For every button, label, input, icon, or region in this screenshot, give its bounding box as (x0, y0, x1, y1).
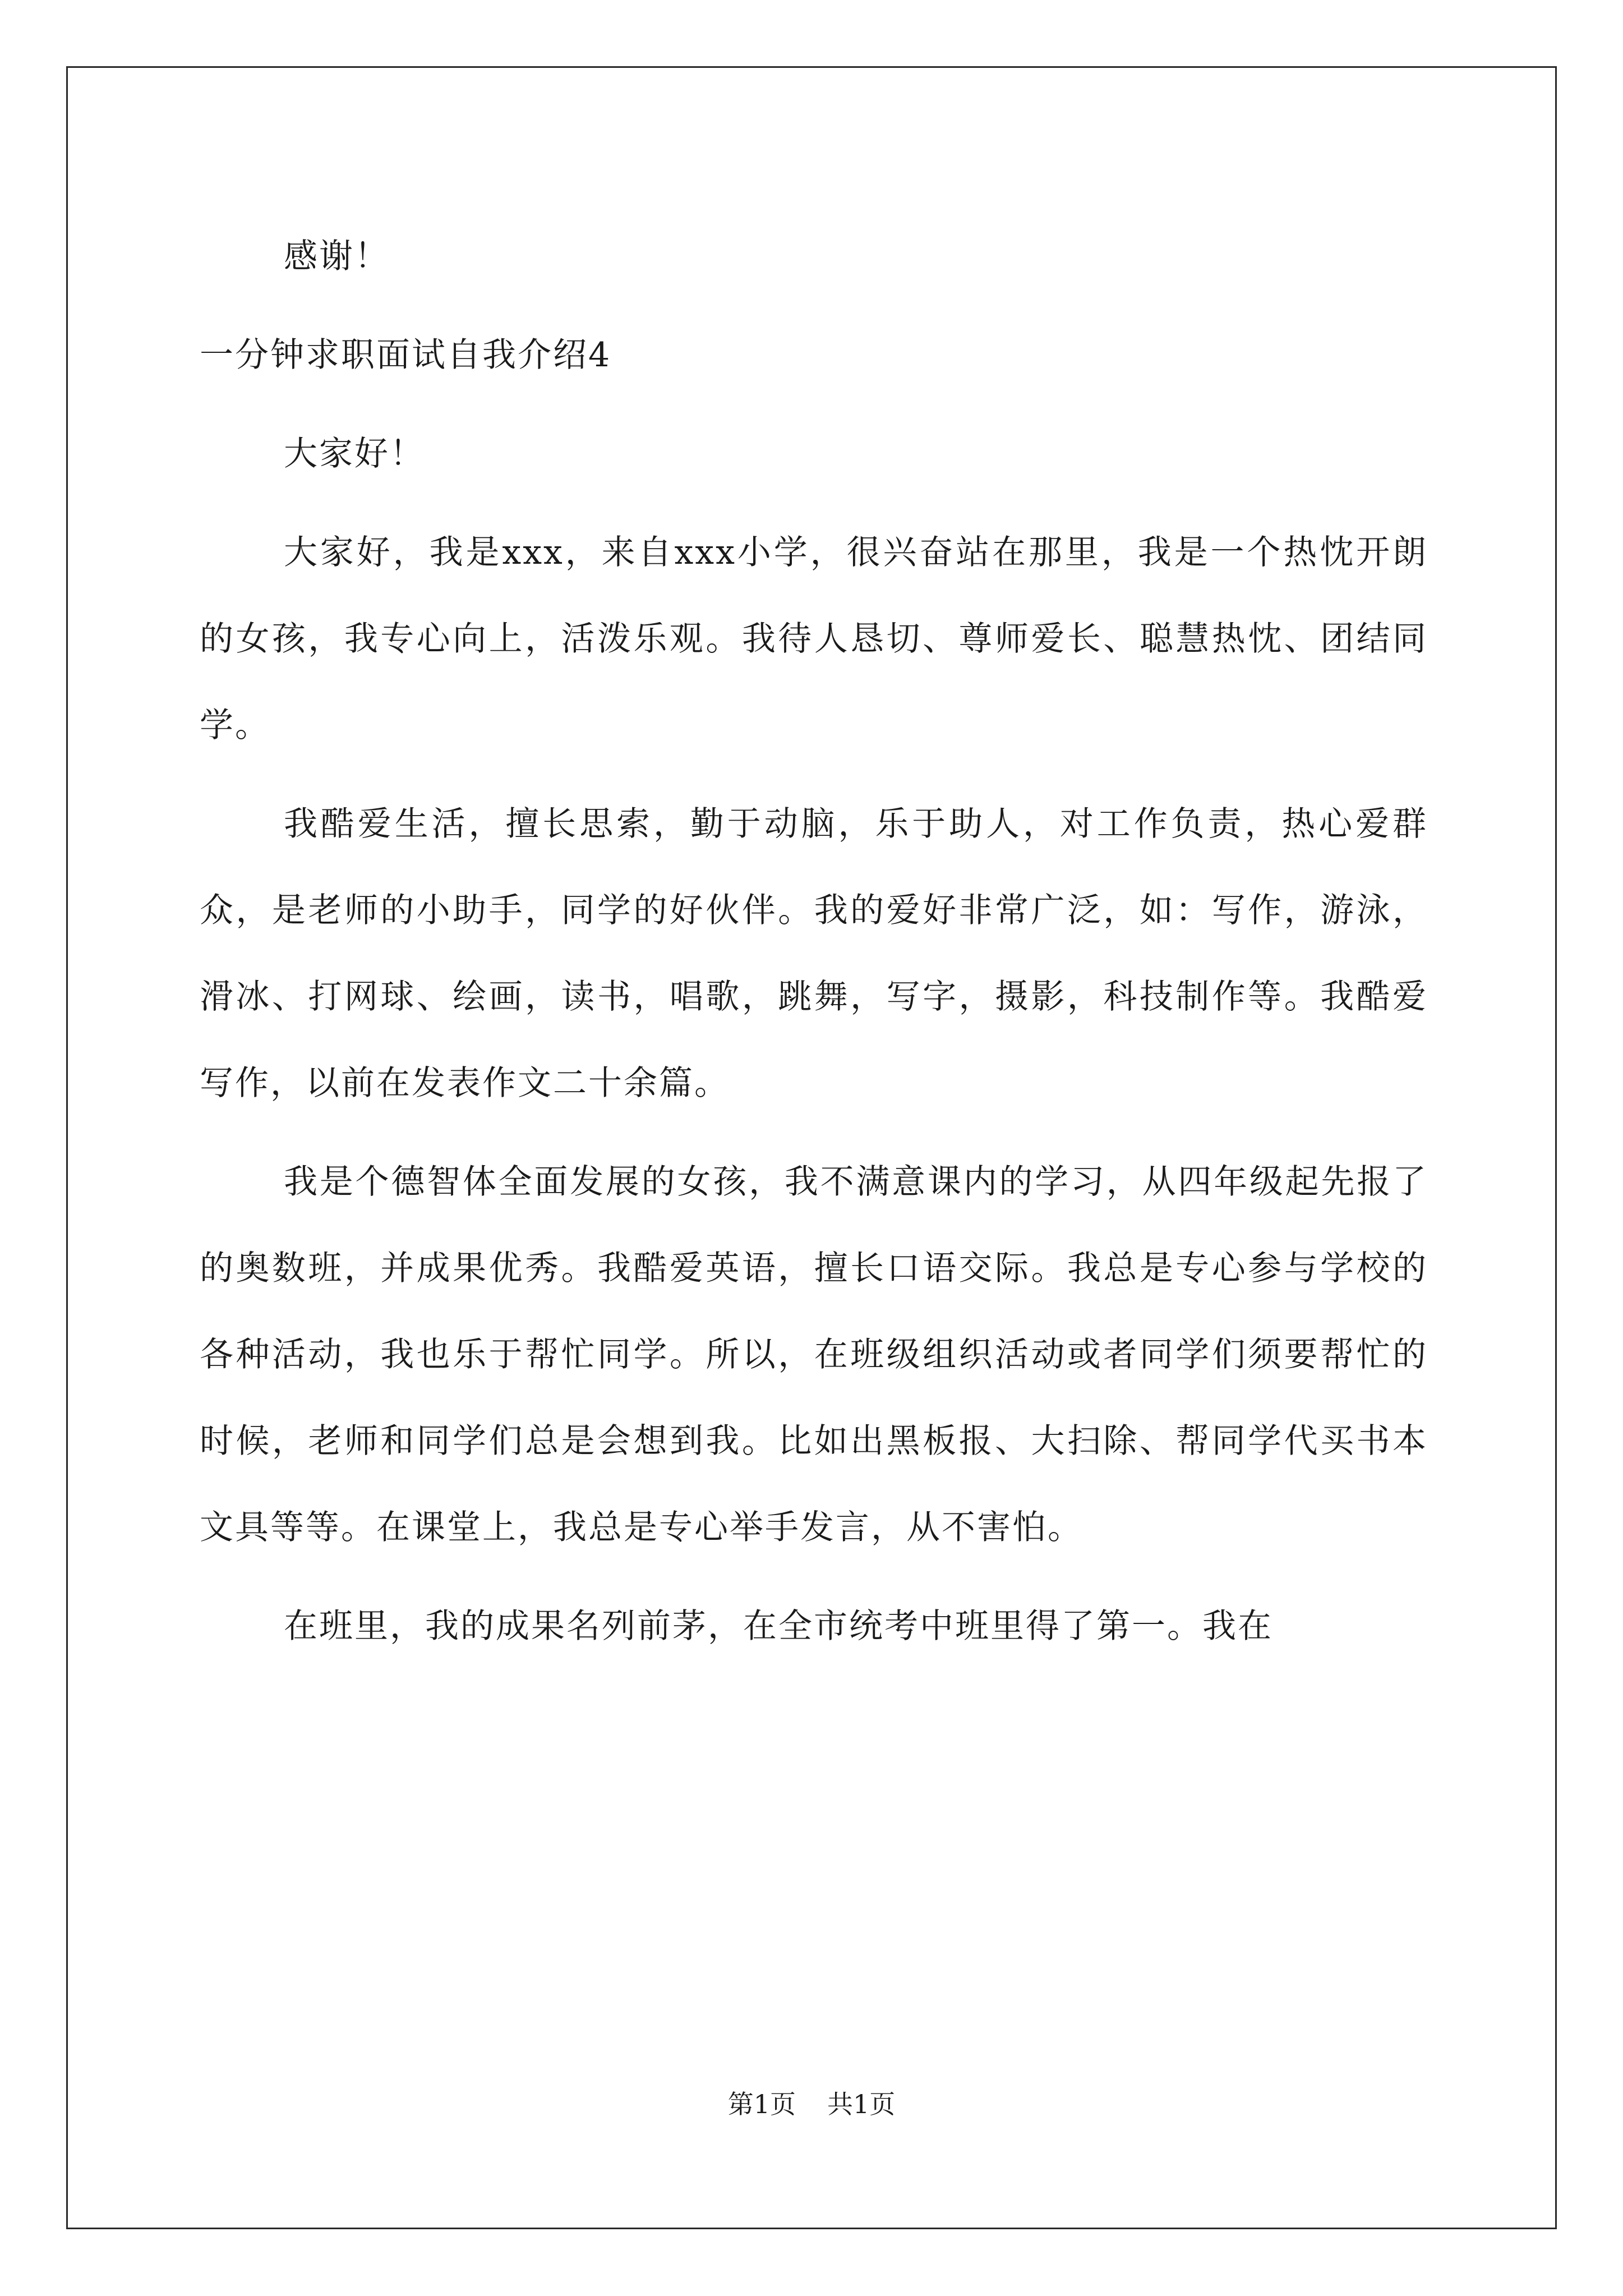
paragraph-hobbies: 我酷爱生活，擅长思索，勤于动脑，乐于助人，对工作负责，热心爱群众，是老师的小助手，同学的好伙伴。我的爱好非常广泛，如：写作，游泳，滑冰、打网球、绘画，读书，唱歌，跳舞，写字，摄影，科技制作等。我酷爱写作，以前在发表作文二十余篇。 (200, 804, 1428, 1103)
paragraph-achievement: 在班里，我的成果名列前茅，在全市统考中班里得了第一。我在 (284, 1607, 1273, 1646)
page-number: 第1页 (727, 2089, 796, 2119)
page-total: 共1页 (827, 2089, 896, 2119)
document-body (200, 213, 1428, 1682)
paragraph-intro: 大家好，我是xxx，来自xxx小学，很兴奋站在那里，我是一个热忱开朗的女孩，我专心向上，活泼乐观。我待人恳切、尊师爱长、聪慧热忱、团结同学。 (200, 533, 1428, 745)
page-footer (0, 2084, 1623, 2121)
paragraph-thanks: 感谢！ (284, 237, 390, 276)
paragraph-greeting: 大家好！ (284, 434, 425, 473)
section-heading: 一分钟求职面试自我介绍4 (200, 335, 612, 375)
paragraph-development: 我是个德智体全面发展的女孩，我不满意课内的学习，从四年级起先报了的奥数班，并成果优秀。我酷爱英语，擅长口语交际。我总是专心参与学校的各种活动，我也乐于帮忙同学。所以，在班级组织活动或者同学们须要帮忙的时候，老师和同学们总是会想到我。比如出黑板报、大扫除、帮同学代买书本文具等等。在课堂上，我总是专心举手发言，从不害怕。 (200, 1162, 1428, 1547)
